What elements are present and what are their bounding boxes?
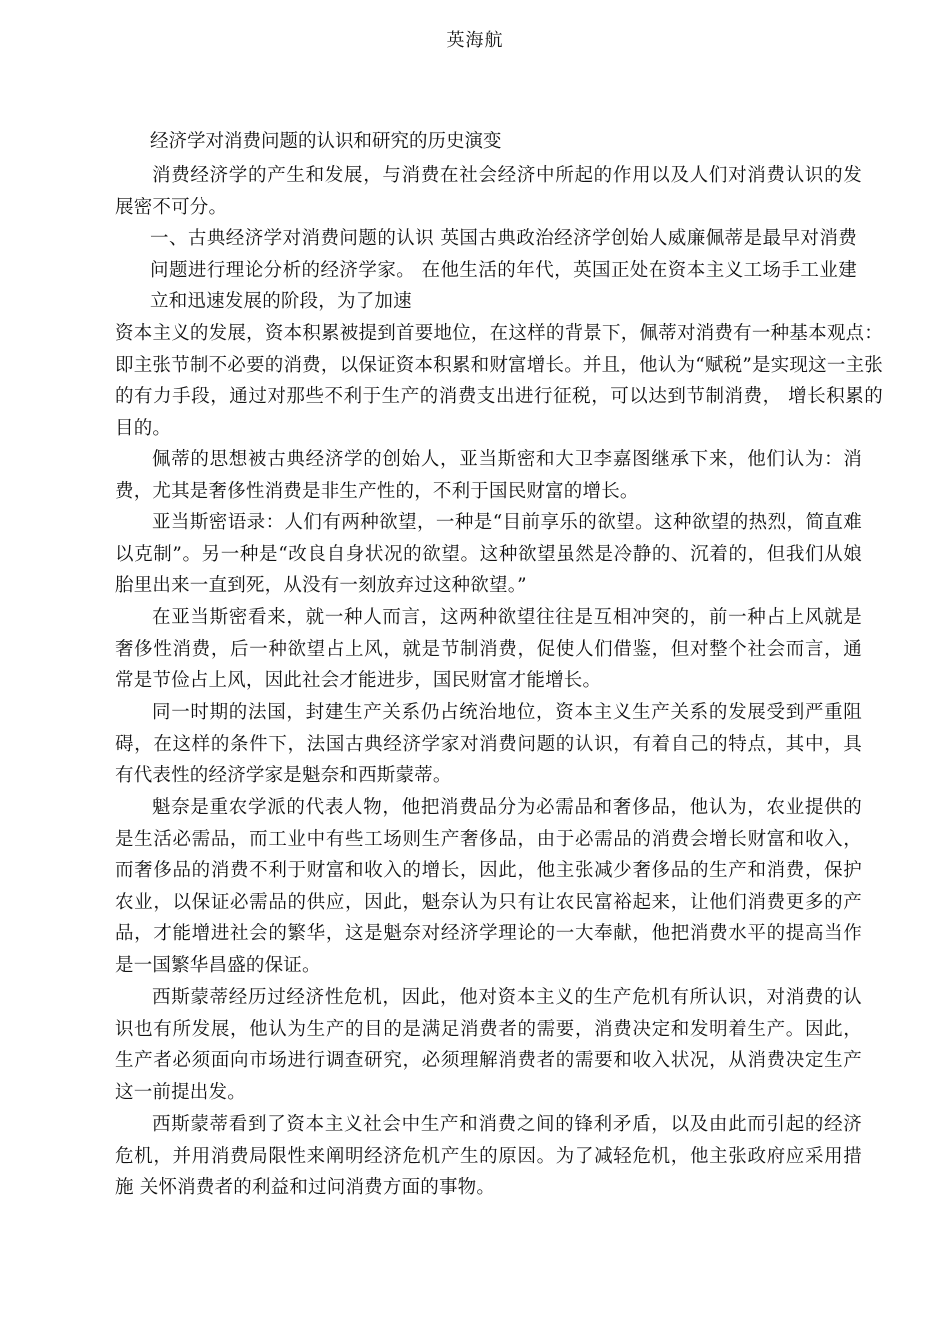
intro-paragraph — [115, 160, 862, 223]
heading-paragraph — [150, 223, 857, 318]
section-title: 经济学对消费问题的认识和研究的历史演变 — [150, 131, 502, 152]
paragraph-1-text: 资本主义的发展，资本积累被提到首要地位，在这样的背景下，佩蒂对消费有一种基本观点：即主张节制不必要的消费，以保证资本积累和财富增长。并且，他认为“赋税”是实现这一主张的有力手段，通过对那些不利于生产的消费支出进行征税，可以达到节制消费， 增长积累的目的。 — [115, 323, 883, 439]
paragraph-4 — [115, 602, 862, 697]
paragraph-7 — [115, 982, 862, 1108]
paragraph-2 — [115, 444, 862, 507]
paragraph-1 — [115, 318, 883, 444]
paragraph-8 — [115, 1109, 862, 1204]
paragraph-5-text: 同一时期的法国，封建生产关系仍占统治地位，资本主义生产关系的发展受到严重阻碍，在这样的条件下，法国古典经济学家对消费问题的认识，有着自己的特点，其中，具有代表性的经济学家是魁奈和西斯蒙蒂。 — [115, 702, 862, 786]
paragraph-8-text: 西斯蒙蒂看到了资本主义社会中生产和消费之间的锋利矛盾，以及由此而引起的经济危机，并用消费局限性来阐明经济危机产生的原因。为了减轻危机，他主张政府应采用措施 关怀消费者的利益和过问消费方面的事物。 — [115, 1114, 862, 1198]
paragraph-2-text: 佩蒂的思想被古典经济学的创始人，亚当斯密和大卫李嘉图继承下来，他们认为：消费，尤其是奢侈性消费是非生产性的，不利于国民财富的增长。 — [115, 449, 862, 502]
paragraph-6-text: 魁奈是重农学派的代表人物，他把消费品分为必需品和奢侈品，他认为，农业提供的是生活必需品，而工业中有些工场则生产奢侈品，由于必需品的消费会增长财富和收入，而奢侈品的消费不利于财富和收入的增长，因此，他主张减少奢侈品的生产和消费，保护农业，以保证必需品的供应，因此，魁奈认为只有让农民富裕起来，让他们消费更多的产品，才能增进社会的繁华，这是魁奈对经济学理论的一大奉献，他把消费水平的提高当作是一国繁华昌盛的保证。 — [115, 797, 862, 976]
intro-text: 消费经济学的产生和发展，与消费在社会经济中所起的作用以及人们对消费认识的发展密不可分。 — [115, 165, 862, 218]
paragraph-3-text: 亚当斯密语录：人们有两种欲望，一种是“目前享乐的欲望。这种欲望的热烈，简直难以克制”。另一种是“改良自身状况的欲望。这种欲望虽然是冷静的、沉着的，但我们从娘胎里出来一直到死，从没有一刻放弃过这种欲望。” — [115, 512, 862, 596]
paragraph-3 — [115, 507, 862, 602]
page-header-title: 英海航 — [446, 30, 504, 51]
paragraph-5 — [115, 697, 862, 792]
paragraph-4-text: 在亚当斯密看来，就一种人而言，这两种欲望往往是互相冲突的，前一种占上风就是奢侈性消费，后一种欲望占上风，就是节制消费，促使人们借鉴，但对整个社会而言，通常是节俭占上风，因此社会才能进步，国民财富才能增长。 — [115, 607, 862, 691]
paragraph-6 — [115, 792, 862, 981]
paragraph-7-text: 西斯蒙蒂经历过经济性危机，因此，他对资本主义的生产危机有所认识，对消费的认识也有所发展，他认为生产的目的是满足消费者的需要，消费决定和发明着生产。因此，生产者必须面向市场进行调查研究，必须理解消费者的需要和收入状况，从消费决定生产这一前提出发。 — [115, 987, 862, 1103]
heading-paragraph-text: 一、古典经济学对消费问题的认识 英国古典政治经济学创始人威廉佩蒂是最早对消费问题进行理论分析的经济学家。 在他生活的年代，英国正处在资本主义工场手工业建立和迅速发展的阶段，为了加速 — [150, 228, 857, 312]
